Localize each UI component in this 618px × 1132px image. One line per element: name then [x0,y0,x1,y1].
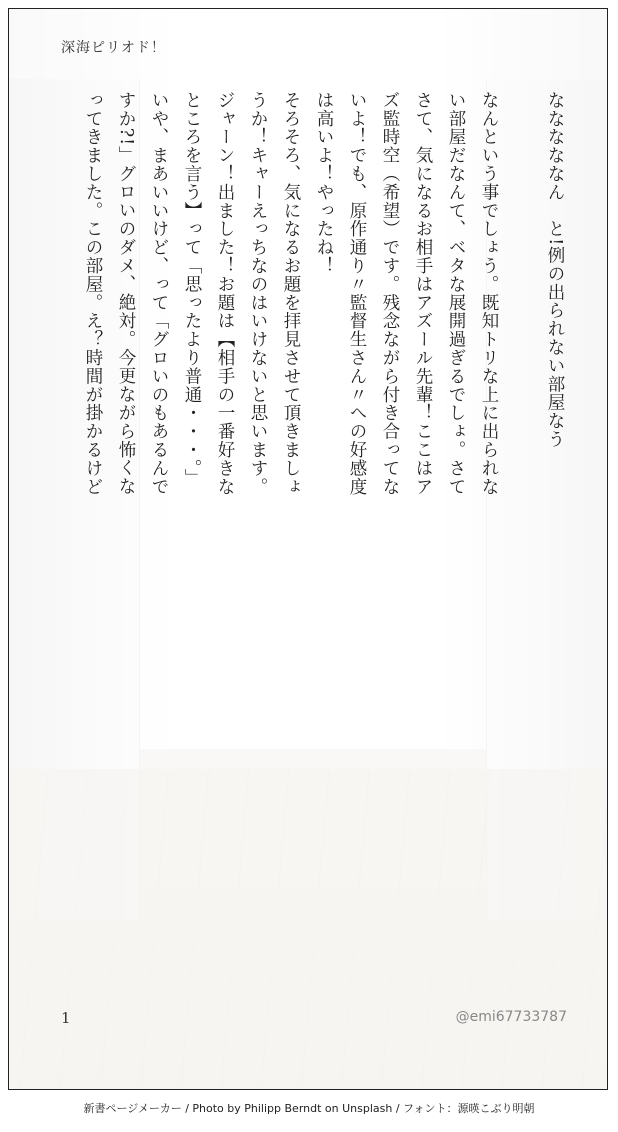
book-title: 深海ピリオド！ [61,40,166,56]
text-line: ズ監時空（希望）です。残念ながら付き合ってな [380,91,400,496]
text-line: ジャーン！出ました！お題は【相手の一番好きな [215,91,235,496]
text-line: そろそろ、気になるお題を拝見させて頂きましょ [281,91,301,496]
credit-line: 新書ページメーカー / Photo by Philipp Berndt on Unsplash / フォント：源暎こぶり明朝 [83,1102,535,1115]
text-line [8,91,10,1021]
page-card [8,8,608,1090]
text-line: なななななん と!例の出られない部屋なう [545,91,565,449]
text-line: は高いよ！やったね！ [314,91,334,275]
text-line: すか?!」グロいのダメ、絶対。今更ながら怖くな [116,91,136,496]
text-line: うか！キャーえっちなのはいけないと思います。 [248,91,268,496]
text-line [43,91,76,1021]
author-handle: @emi67733787 [455,1009,567,1025]
text-line: さて、気になるお相手はアズール先輩！ここはア [413,91,433,496]
vertical-text-body [41,91,571,1021]
page-number: 1 [61,1009,71,1027]
text-line: なんという事でしょう。既知トリな上に出られな [479,91,499,496]
text-line: いや、まあいいけど、って「グロいのもあるんで [149,91,169,496]
text-line: ってきました。この部屋。え？時間が掛かるけど [83,91,103,496]
text-line [505,91,538,1021]
text-line: いよ！でも、原作通り〃監督生さん〃への好感度 [347,91,367,496]
text-line [10,91,43,1021]
text-line: い部屋だなんて、ベタな展開過ぎるでしょ。さて [446,91,466,496]
text-line: ところを言う】って「思ったより普通・・・。」 [182,91,202,488]
